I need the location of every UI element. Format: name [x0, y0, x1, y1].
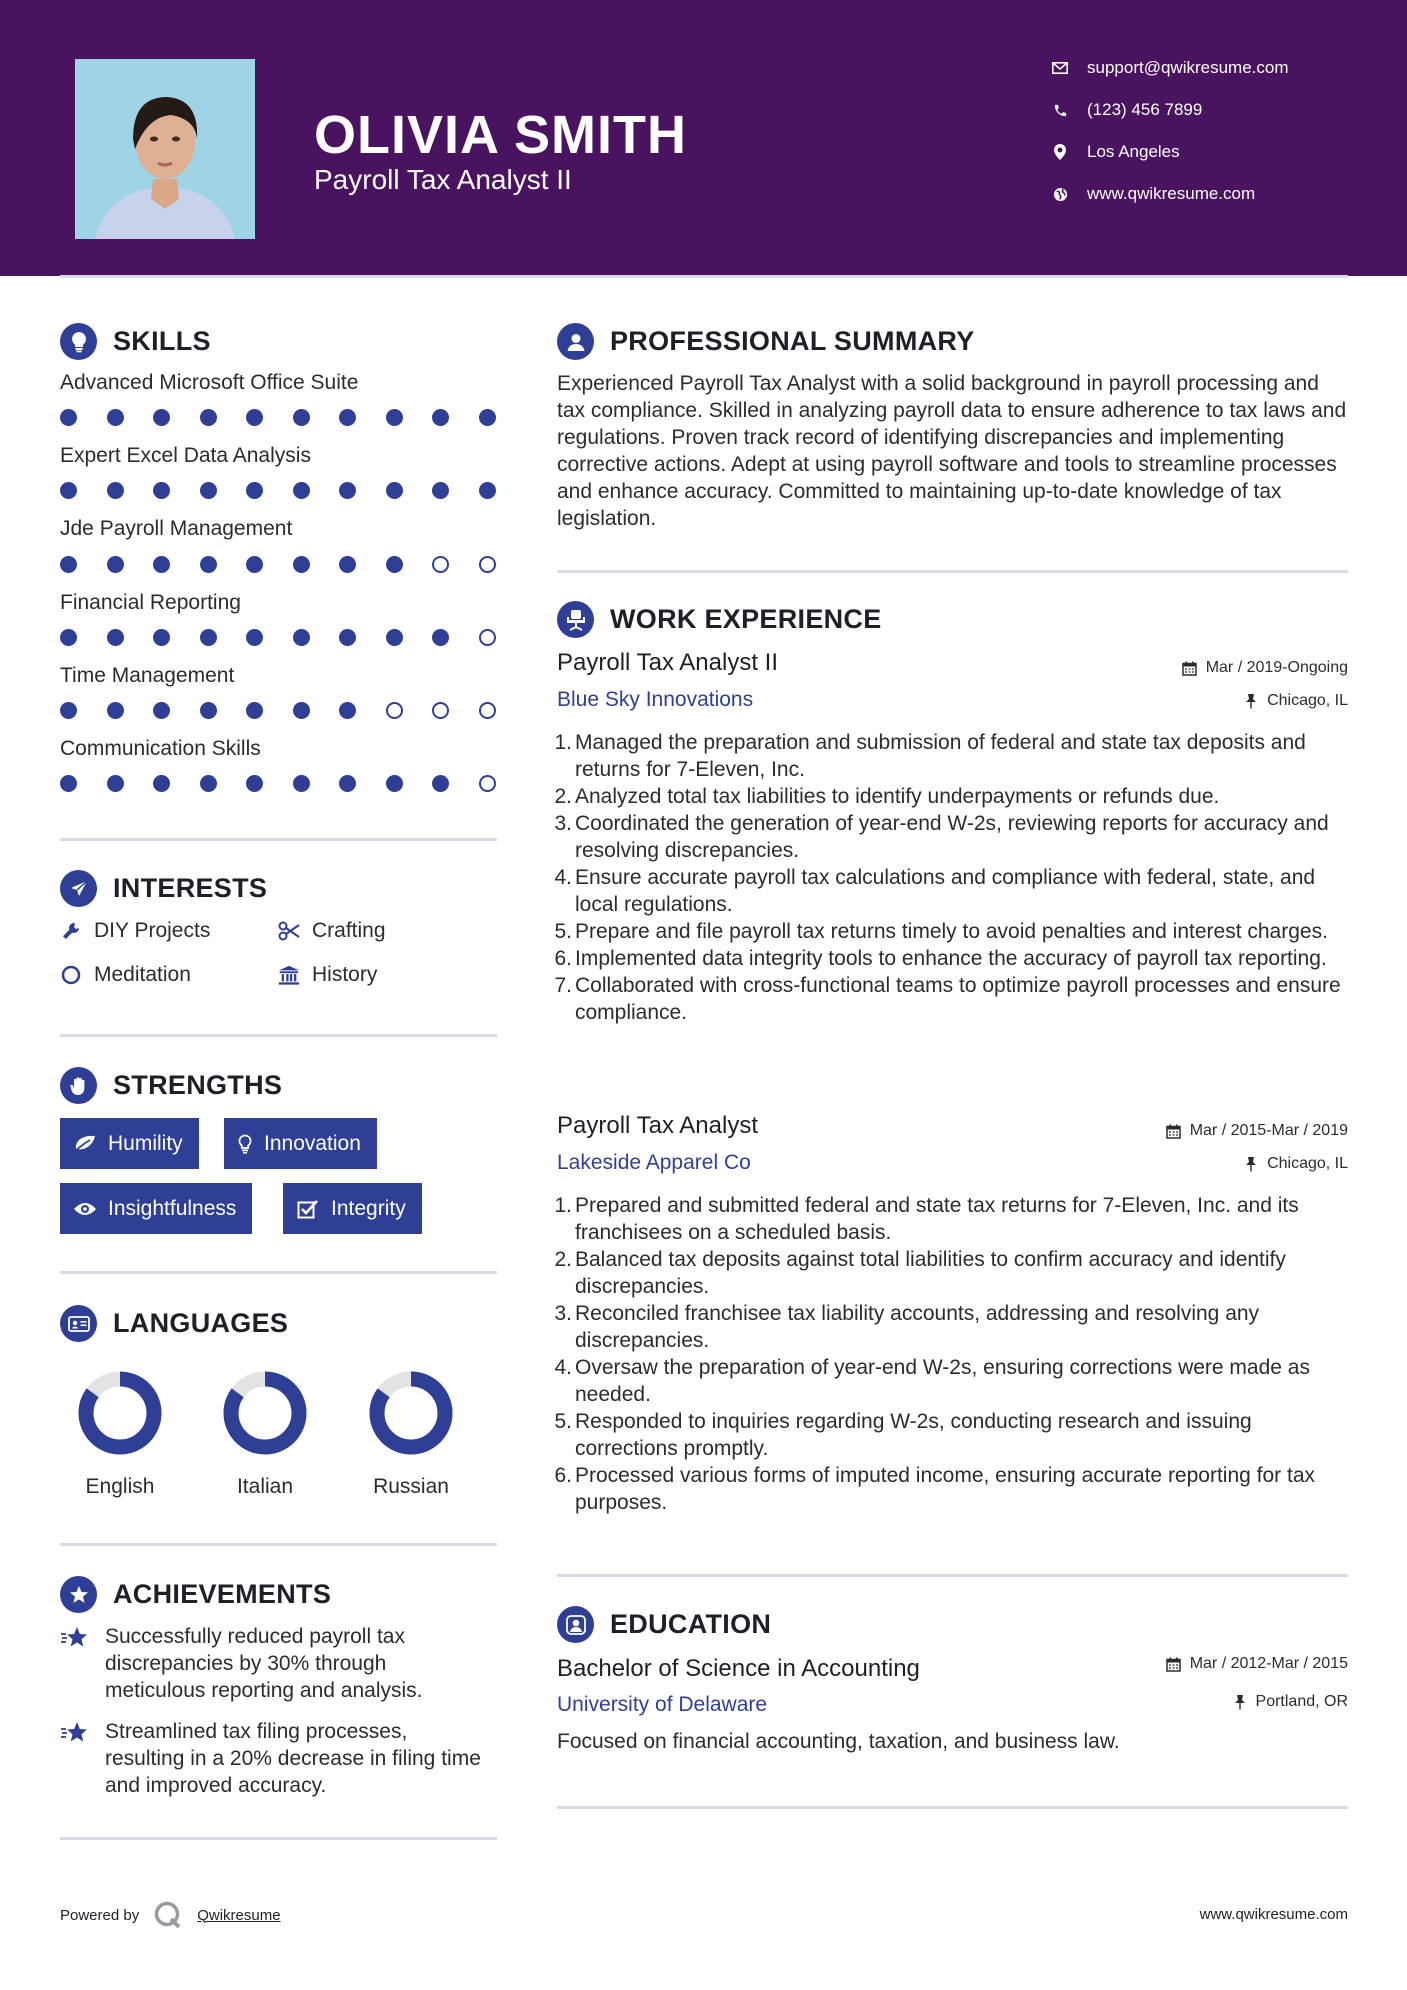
strength-label: Integrity: [331, 1196, 406, 1220]
school-name: University of Delaware: [557, 1693, 768, 1716]
rating-dot-filled: [432, 482, 449, 499]
wrench-icon: [60, 920, 82, 942]
duty-item: [554, 972, 1347, 1026]
rating-dot-filled: [293, 629, 310, 646]
user-icon: [557, 323, 594, 360]
rating-dot-filled: [107, 629, 124, 646]
circle-icon: [60, 964, 82, 986]
pushpin-icon: [1243, 1156, 1259, 1172]
profile-photo: [75, 59, 255, 239]
rating-dot-filled: [153, 775, 170, 792]
section-divider: [557, 1574, 1348, 1577]
skill-rating: [60, 702, 525, 719]
job-location-text: Chicago, IL: [1267, 1155, 1348, 1172]
language-donut: [77, 1370, 163, 1456]
duty-item: [554, 945, 1347, 972]
strength-label: Innovation: [264, 1131, 361, 1155]
duty-number: 5.: [554, 920, 572, 943]
rating-dot-empty: [479, 775, 496, 792]
rating-dot-filled: [107, 482, 124, 499]
summary-text: Experienced Payroll Tax Analyst with a solid background in payroll processing and tax compliance. Skilled in analyzing payroll data to ensure adherence to tax laws and regulations. Proven track record of identifying discrepancies and implementing corrective actions. Adept at using payroll software and tools to streamline processes and enhance accuracy. Committed to maintaining up-to-date knowledge of tax legislation.: [557, 372, 1347, 530]
rating-dot-filled: [246, 702, 263, 719]
duty-number: 6.: [554, 1464, 572, 1487]
rating-dot-filled: [479, 482, 496, 499]
section-divider: [60, 1543, 497, 1546]
rating-dot-filled: [60, 775, 77, 792]
interests-heading: [60, 870, 267, 907]
duty-item: [554, 729, 1347, 783]
rating-dot-empty: [432, 702, 449, 719]
education-location: [1232, 1693, 1348, 1711]
rating-dot-filled: [60, 482, 77, 499]
calendar-icon: [1182, 660, 1198, 676]
interest-label: Crafting: [312, 919, 386, 942]
eye-icon: [72, 1198, 98, 1220]
rating-dot-filled: [60, 556, 77, 573]
contact-phone-text: (123) 456 7899: [1087, 100, 1203, 119]
education-location-text: Portland, OR: [1255, 1693, 1348, 1710]
rating-dot-filled: [246, 482, 263, 499]
duty-item: [554, 918, 1347, 945]
rating-dot-filled: [339, 702, 356, 719]
duty-number: 4.: [554, 866, 572, 889]
check-square-icon: [295, 1198, 321, 1220]
interest-label: DIY Projects: [94, 919, 211, 942]
duty-text: Managed the preparation and submission of federal and state tax deposits and returns for 7-Eleven, Inc.: [575, 731, 1306, 781]
skill-rating: [60, 775, 525, 792]
duty-item: [554, 783, 1347, 810]
skill-rating: [60, 482, 525, 499]
skills-title: SKILLS: [113, 326, 211, 356]
duty-number: 2.: [554, 785, 572, 808]
skill-name: Jde Payroll Management: [60, 517, 293, 540]
rating-dot-empty: [479, 556, 496, 573]
rating-dot-filled: [153, 556, 170, 573]
rating-dot-empty: [479, 629, 496, 646]
rating-dot-filled: [386, 775, 403, 792]
rating-dot-filled: [200, 409, 217, 426]
rating-dot-filled: [339, 775, 356, 792]
education-description: Focused on financial accounting, taxation, and business law.: [557, 1730, 1120, 1753]
resume-header: [0, 0, 1407, 276]
job-duties: [554, 729, 1347, 1026]
duty-number: 4.: [554, 1356, 572, 1379]
rating-dot-filled: [60, 629, 77, 646]
rating-dot-filled: [432, 775, 449, 792]
lightbulb-icon: [60, 323, 97, 360]
skill-name: Financial Reporting: [60, 591, 241, 614]
language-label: Russian: [373, 1475, 449, 1498]
section-divider: [60, 1271, 497, 1274]
interest-label: Meditation: [94, 963, 191, 986]
skill-name: Communication Skills: [60, 737, 261, 760]
rating-dot-filled: [339, 482, 356, 499]
rating-dot-filled: [200, 702, 217, 719]
duty-item: [554, 1192, 1347, 1246]
rating-dot-filled: [246, 556, 263, 573]
rating-dot-filled: [386, 409, 403, 426]
duty-item: [554, 1354, 1347, 1408]
rating-dot-filled: [107, 775, 124, 792]
contact-email-text: support@qwikresume.com: [1087, 58, 1289, 77]
pushpin-icon: [1232, 1694, 1248, 1710]
job-location-text: Chicago, IL: [1267, 692, 1348, 709]
language-item: [351, 1370, 471, 1499]
contact-location: [1050, 142, 1180, 162]
duty-text: Processed various forms of imputed income, ensuring accurate reporting for tax purposes.: [575, 1464, 1316, 1514]
rating-dot-filled: [293, 702, 310, 719]
strength-badge: [60, 1118, 199, 1169]
rating-dot-filled: [386, 556, 403, 573]
job-location: [1243, 692, 1348, 710]
pushpin-icon: [1243, 693, 1259, 709]
language-label: English: [85, 1475, 155, 1498]
rating-dot-filled: [246, 775, 263, 792]
contact-website[interactable]: [1050, 184, 1255, 204]
language-donut: [368, 1370, 454, 1456]
section-divider: [60, 838, 497, 841]
duty-text: Reconciled franchisee tax liability accounts, addressing and resolving any discrepancies.: [575, 1302, 1260, 1352]
company-name: Blue Sky Innovations: [557, 688, 754, 711]
rating-dot-filled: [107, 556, 124, 573]
duty-text: Implemented data integrity tools to enhance the accuracy of payroll tax reporting.: [575, 947, 1327, 970]
rating-dot-filled: [479, 409, 496, 426]
rating-dot-filled: [200, 775, 217, 792]
experience-heading: [557, 601, 882, 638]
language-item: [205, 1370, 325, 1499]
language-item: [60, 1370, 180, 1499]
degree-title: Bachelor of Science in Accounting: [557, 1655, 920, 1682]
duty-item: [554, 810, 1347, 864]
summary-heading: [557, 323, 975, 360]
education-heading: [557, 1606, 771, 1643]
duty-number: 5.: [554, 1410, 572, 1433]
skills-heading: [60, 323, 211, 360]
footer-url[interactable]: www.qwikresume.com: [1199, 1906, 1348, 1923]
rating-dot-filled: [293, 482, 310, 499]
rating-dot-filled: [153, 409, 170, 426]
education-dates: [1166, 1655, 1348, 1673]
duty-text: Analyzed total tax liabilities to identify underpayments or refunds due.: [575, 785, 1220, 808]
strength-label: Insightfulness: [108, 1196, 237, 1220]
contact-location-text: Los Angeles: [1087, 142, 1180, 161]
footer-branding: [60, 1900, 281, 1930]
phone-icon: [1050, 100, 1070, 120]
interests-title: INTERESTS: [113, 873, 268, 903]
rating-dot-filled: [339, 629, 356, 646]
envelope-icon: [1050, 58, 1070, 78]
section-divider: [60, 1034, 497, 1037]
duty-item: [554, 1246, 1347, 1300]
duty-text: Prepare and file payroll tax returns timely to avoid penalties and interest charges.: [575, 920, 1328, 943]
job-duties: [554, 1192, 1347, 1516]
strengths-heading: [60, 1067, 282, 1104]
rating-dot-empty: [479, 702, 496, 719]
language-label: Italian: [236, 1475, 294, 1498]
job-dates: [1166, 1122, 1348, 1140]
duty-text: Ensure accurate payroll tax calculations and compliance with federal, state, and local regulations.: [575, 866, 1316, 916]
rating-dot-filled: [339, 409, 356, 426]
rating-dot-filled: [107, 409, 124, 426]
qwikresume-logo-icon: [153, 1900, 183, 1930]
duty-text: Collaborated with cross-functional teams to optimize payroll processes and ensure compliance.: [575, 974, 1341, 1024]
contact-phone[interactable]: [1050, 100, 1202, 120]
summary-title: PROFESSIONAL SUMMARY: [610, 326, 975, 356]
powered-by-text: Powered by: [60, 1906, 140, 1924]
globe-icon: [1050, 184, 1070, 204]
company-name: Lakeside Apparel Co: [557, 1151, 751, 1174]
rating-dot-filled: [386, 629, 403, 646]
rating-dot-empty: [386, 702, 403, 719]
experience-title: WORK EXPERIENCE: [610, 604, 882, 634]
achievements-title: ACHIEVEMENTS: [113, 1579, 332, 1609]
rating-dot-filled: [246, 409, 263, 426]
education-title: EDUCATION: [610, 1609, 772, 1639]
strength-badge: [224, 1118, 377, 1169]
job-dates-text: Mar / 2015-Mar / 2019: [1189, 1122, 1348, 1139]
star-icon: [60, 1720, 90, 1746]
duty-text: Responded to inquiries regarding W-2s, conducting research and issuing corrections promptly.: [575, 1410, 1252, 1460]
rating-dot-filled: [153, 702, 170, 719]
office-chair-icon: [557, 601, 594, 638]
job-title: Payroll Tax Analyst II: [557, 649, 778, 676]
achievement-item: [60, 1718, 490, 1799]
interest-item: [60, 963, 191, 987]
candidate-name: OLIVIA SMITH: [314, 105, 687, 165]
skill-name: Time Management: [60, 664, 235, 687]
strength-badge: [60, 1183, 252, 1234]
skill-rating: [60, 409, 525, 426]
achievement-text: Successfully reduced payroll tax discrepancies by 30% through meticulous reporting and analysis.: [105, 1625, 423, 1702]
lightbulb-icon: [236, 1133, 254, 1155]
duty-number: 7.: [554, 974, 572, 997]
id-card-icon: [60, 1305, 97, 1342]
interest-item: [278, 919, 386, 943]
rating-dot-filled: [60, 409, 77, 426]
duty-text: Oversaw the preparation of year-end W-2s, ensuring corrections were made as needed.: [575, 1356, 1310, 1406]
duty-item: [554, 1408, 1347, 1462]
rating-dot-filled: [432, 409, 449, 426]
achievement-text: Streamlined tax filing processes, resulting in a 20% decrease in filing time and improved accuracy.: [105, 1720, 481, 1797]
rating-dot-filled: [339, 556, 356, 573]
star-badge-icon: [60, 1576, 97, 1613]
language-donut: [222, 1370, 308, 1456]
rating-dot-filled: [293, 775, 310, 792]
duty-number: 6.: [554, 947, 572, 970]
languages-heading: [60, 1305, 288, 1342]
duty-item: [554, 864, 1347, 918]
rating-dot-filled: [200, 556, 217, 573]
strength-badge: [283, 1183, 422, 1234]
education-dates-text: Mar / 2012-Mar / 2015: [1189, 1655, 1348, 1672]
duty-text: Prepared and submitted federal and state tax returns for 7-Eleven, Inc. and its franchisees on a scheduled basis.: [575, 1194, 1299, 1244]
duty-text: Coordinated the generation of year-end W-2s, reviewing reports for accuracy and resolving discrepancies.: [575, 812, 1329, 862]
rating-dot-empty: [432, 556, 449, 573]
job-location: [1243, 1155, 1348, 1173]
section-divider: [557, 1806, 1348, 1809]
museum-icon: [278, 964, 300, 986]
achievements-heading: [60, 1576, 331, 1613]
rating-dot-filled: [60, 702, 77, 719]
rating-dot-filled: [293, 556, 310, 573]
contact-website-text: www.qwikresume.com: [1087, 184, 1256, 203]
rating-dot-filled: [432, 629, 449, 646]
rating-dot-filled: [153, 482, 170, 499]
duty-number: 1.: [554, 731, 572, 754]
job-title: Payroll Tax Analyst: [557, 1112, 758, 1139]
paper-plane-icon: [60, 870, 97, 907]
achievement-item: [60, 1623, 490, 1704]
duty-number: 1.: [554, 1194, 572, 1217]
rating-dot-filled: [200, 629, 217, 646]
rating-dot-filled: [386, 482, 403, 499]
graduate-icon: [557, 1606, 594, 1643]
contact-email[interactable]: [1050, 58, 1289, 78]
rating-dot-filled: [293, 409, 310, 426]
interest-label: History: [312, 963, 378, 986]
candidate-title: Payroll Tax Analyst II: [314, 164, 572, 195]
skill-rating: [60, 556, 525, 573]
job-dates: [1182, 659, 1348, 677]
duty-number: 3.: [554, 1302, 572, 1325]
strength-label: Humility: [108, 1131, 183, 1155]
rating-dot-filled: [200, 482, 217, 499]
rating-dot-filled: [246, 629, 263, 646]
skill-rating: [60, 629, 525, 646]
skill-name: Advanced Microsoft Office Suite: [60, 371, 359, 394]
interest-item: [278, 963, 377, 987]
star-icon: [60, 1625, 90, 1651]
job-dates-text: Mar / 2019-Ongoing: [1205, 659, 1348, 676]
hand-icon: [60, 1067, 97, 1104]
duty-number: 2.: [554, 1248, 572, 1271]
calendar-icon: [1166, 1123, 1182, 1139]
section-divider: [557, 570, 1348, 573]
scissors-icon: [278, 920, 300, 942]
rating-dot-filled: [153, 629, 170, 646]
map-pin-icon: [1050, 142, 1070, 162]
duty-item: [554, 1462, 1347, 1516]
duty-number: 3.: [554, 812, 572, 835]
section-divider: [60, 1837, 497, 1840]
qwikresume-link[interactable]: Qwikresume: [197, 1906, 281, 1924]
calendar-icon: [1166, 1656, 1182, 1672]
leaf-icon: [72, 1133, 98, 1155]
header-divider: [60, 275, 1348, 278]
duty-text: Balanced tax deposits against total liabilities to confirm accuracy and identify discrepancies.: [575, 1248, 1286, 1298]
strengths-title: STRENGTHS: [113, 1070, 283, 1100]
languages-title: LANGUAGES: [113, 1308, 289, 1338]
duty-item: [554, 1300, 1347, 1354]
skill-name: Expert Excel Data Analysis: [60, 444, 311, 467]
rating-dot-filled: [107, 702, 124, 719]
interest-item: [60, 919, 210, 943]
